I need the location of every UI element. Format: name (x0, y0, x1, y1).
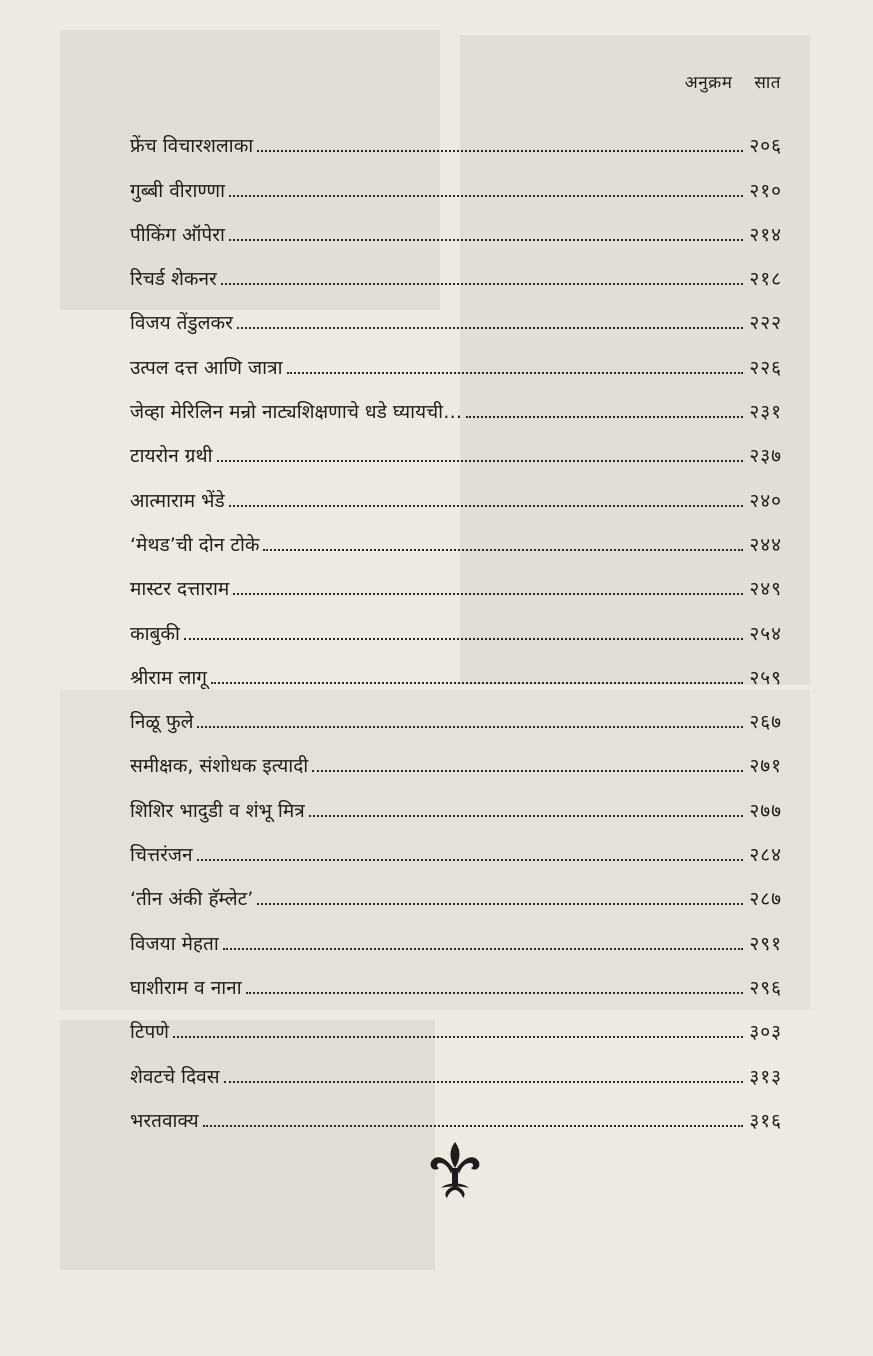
dot-leader (211, 682, 743, 684)
toc-entry (130, 998, 782, 1042)
toc-entry (130, 865, 782, 909)
dot-leader (197, 726, 743, 728)
dot-leader (466, 416, 743, 418)
fleuron-icon (427, 1138, 483, 1200)
dot-leader (263, 549, 743, 551)
dot-leader (223, 948, 744, 950)
toc-entry-title: फ्रेंच विचारशलाका (130, 135, 254, 158)
toc-entry-page: २८७ (749, 888, 782, 911)
dot-leader (309, 815, 744, 817)
dot-leader (257, 150, 743, 152)
toc-entry-page: २५९ (749, 666, 782, 689)
toc-entry-title: शिशिर भादुडी व शंभू मित्र (130, 799, 305, 822)
toc-entry (130, 156, 782, 200)
toc-entry (130, 776, 782, 820)
toc-entry (130, 289, 782, 333)
toc-entry (130, 644, 782, 688)
dot-leader (237, 327, 743, 329)
toc-entry-title: घाशीराम व नाना (130, 976, 242, 999)
toc-entry (130, 511, 782, 555)
toc-entry-page: २०६ (749, 135, 782, 158)
toc-entry-page: २९१ (749, 932, 782, 955)
toc-entry-title: टायरोन ग्रथी (130, 445, 213, 468)
toc-entry-page: २७७ (749, 799, 782, 822)
toc-entry (130, 909, 782, 953)
toc-entry-title: मास्टर दत्ताराम (130, 578, 230, 601)
toc-entry (130, 1087, 782, 1131)
toc-entry (130, 954, 782, 998)
toc-entry-title: विजय तेंडुलकर (130, 312, 233, 335)
dot-leader (197, 859, 744, 861)
dot-leader (312, 770, 743, 772)
toc-entry-title: ‘मेथड’ची दोन टोके (130, 533, 260, 556)
dot-leader (173, 1036, 743, 1038)
toc-entry (130, 333, 782, 377)
dot-leader (229, 195, 743, 197)
toc-entry-title: ‘तीन अंकी हॅम्लेट’ (130, 888, 254, 911)
dot-leader (233, 593, 743, 595)
toc-entry (130, 466, 782, 510)
toc-entry (130, 112, 782, 156)
toc-entry (130, 1042, 782, 1086)
toc-entry-page: २२२ (749, 312, 782, 335)
toc-entry-title: निळू फुले (130, 711, 194, 734)
dot-leader (257, 903, 743, 905)
toc-entry-title: शेवटचे दिवस (130, 1065, 220, 1088)
toc-entry-page: २३१ (749, 401, 782, 424)
toc-entry (130, 378, 782, 422)
toc-entry-page: २४९ (749, 578, 782, 601)
toc-entry-title: चित्तरंजन (130, 844, 193, 867)
toc-entry-page: २१८ (749, 268, 782, 291)
table-of-contents (130, 112, 782, 1131)
dot-leader (217, 460, 744, 462)
toc-entry-page: ३०३ (749, 1021, 782, 1044)
toc-entry-page: २१० (749, 179, 782, 202)
dot-leader (246, 992, 744, 994)
dot-leader (221, 283, 744, 285)
toc-entry-title: उत्पल दत्त आणि जात्रा (130, 356, 283, 379)
dot-leader (203, 1125, 744, 1127)
toc-entry-page: २१४ (749, 223, 782, 246)
toc-entry (130, 688, 782, 732)
toc-entry-title: टिपणे (130, 1021, 170, 1044)
toc-entry-page: ३१६ (749, 1109, 782, 1132)
dot-leader (224, 1081, 744, 1083)
toc-entry-title: रिचर्ड शेकनर (130, 268, 217, 291)
toc-entry-title: जेव्हा मेरिलिन मन्रो नाट्यशिक्षणाचे धडे घ्यायची… (130, 401, 463, 424)
dot-leader (287, 372, 744, 374)
toc-entry-page: २३७ (749, 445, 782, 468)
dot-leader (229, 239, 743, 241)
toc-entry-page: २४० (749, 489, 782, 512)
toc-entry-title: श्रीराम लागू (130, 666, 207, 689)
toc-entry-title: भरतवाक्य (130, 1109, 199, 1132)
header-page-number: सात (754, 73, 781, 93)
toc-entry (130, 821, 782, 865)
toc-entry-title: विजया मेहता (130, 932, 219, 955)
toc-entry-page: २५४ (749, 622, 782, 645)
toc-entry-title: काबुकी (130, 622, 180, 645)
toc-entry-page: २६७ (749, 711, 782, 734)
header-section: अनुक्रम (684, 73, 733, 93)
toc-entry (130, 201, 782, 245)
dot-leader (184, 638, 743, 640)
toc-entry-title: आत्माराम भेंडे (130, 489, 225, 512)
dot-leader (229, 505, 744, 507)
toc-entry (130, 245, 782, 289)
toc-entry-page: २२६ (749, 356, 782, 379)
toc-entry-title: पीकिंग ऑपेरा (130, 223, 225, 246)
toc-entry-page: ३१३ (749, 1065, 782, 1088)
toc-entry-page: २८४ (749, 844, 782, 867)
toc-entry (130, 732, 782, 776)
toc-entry-title: समीक्षक, संशोधक इत्यादी (130, 755, 309, 778)
toc-entry-page: २७१ (749, 755, 782, 778)
toc-entry-title: गुब्बी वीराण्णा (130, 179, 226, 202)
toc-entry-page: २४४ (749, 533, 782, 556)
toc-entry-page: २९६ (749, 976, 782, 999)
toc-entry (130, 555, 782, 599)
toc-entry (130, 422, 782, 466)
running-header (685, 70, 781, 93)
toc-entry (130, 599, 782, 643)
